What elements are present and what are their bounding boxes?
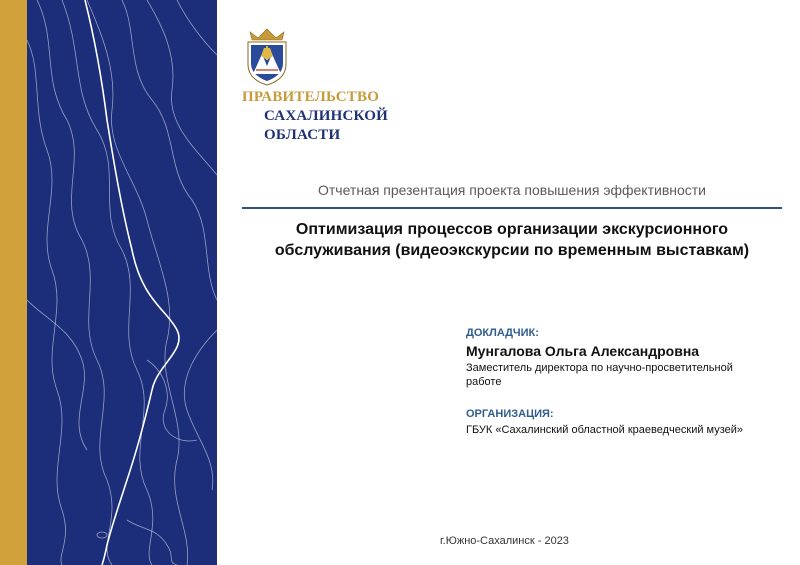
gov-title-line2: САХАЛИНСКОЙ [264,108,388,124]
organization-name: ГБУК «Сахалинский областной краеведческий музей» [466,424,744,436]
speaker-info-block [466,326,766,437]
slide-title: Оптимизация процессов организации экскурсионного обслуживания (видеоэкскурсии по временным выставкам) [274,221,750,259]
government-logo-text [242,88,388,145]
gov-title-line3: ОБЛАСТИ [264,127,341,143]
contour-map-panel [27,0,217,565]
speaker-name: Мунгалова Ольга Александровна [466,343,700,359]
speaker-position: Заместитель директора по научно-просветительной работе [466,362,733,388]
gold-side-strip [0,0,27,565]
sakhalin-contour-map-icon [27,0,217,565]
sakhalin-coat-of-arms-icon [242,26,292,86]
slide-subtitle: Отчетная презентация проекта повышения эффективности [317,182,707,198]
footer-place-year: г.Южно-Сахалинск - 2023 [440,535,569,547]
organization-label: ОРГАНИЗАЦИЯ: [466,408,554,420]
gov-title-line1: ПРАВИТЕЛЬСТВО [242,89,380,105]
speaker-label: ДОКЛАДЧИК: [466,327,539,339]
title-divider [242,207,782,209]
